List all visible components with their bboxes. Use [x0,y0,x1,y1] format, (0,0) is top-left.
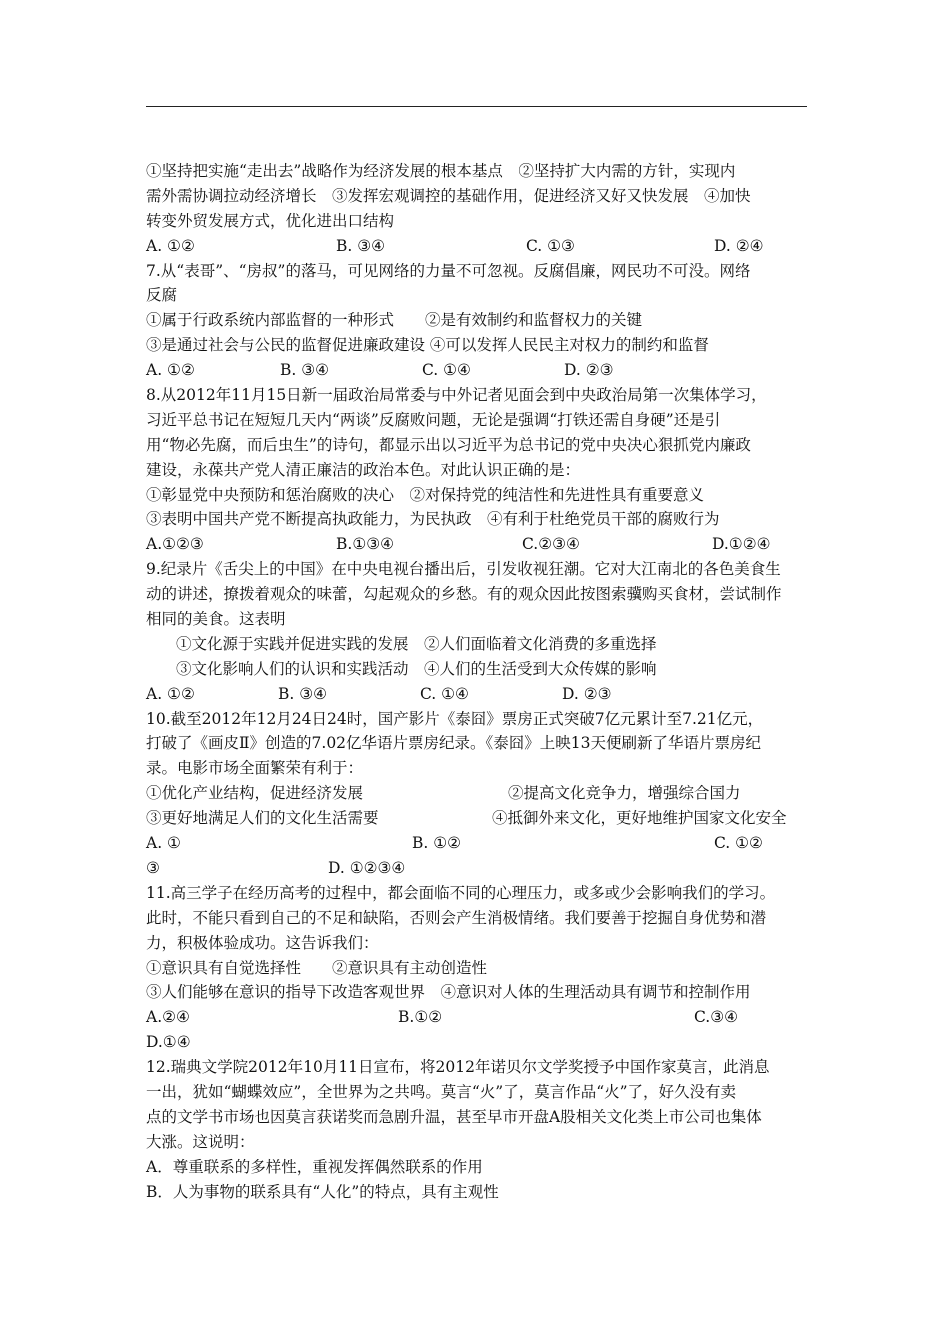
choice-3: ③更好地满足人们的文化生活需要 [146,809,379,828]
option-b: B.①③④ [336,535,395,554]
question-text-line: 打破了《画皮Ⅱ》创造的7.02亿华语片票房纪录。《泰囧》上映13天便刷新了华语片票房纪 [146,734,762,753]
answer-options [146,682,810,707]
option-b: B. ③④ [336,236,386,255]
question-text-line: 点的文学书市场也因莫言获诺奖而急剧升温，甚至早市开盘A股相关文化类上市公司也集体 [146,1107,762,1126]
option-c: C. ①④ [422,361,471,380]
question-text-line: 力，积极体验成功。这告诉我们： [146,933,379,952]
choice-statements: ①文化源于实践并促进实践的发展 ②人们面临着文化消费的多重选择 [176,634,657,653]
answer-options [146,234,810,259]
option-c: C. ①② [714,834,763,853]
question-text-line: 反腐 [146,286,178,305]
answer-options [146,1030,810,1055]
option-a: A. ①② [146,684,195,703]
question-text-line: 7.从“表哥”、“房叔”的落马，可见网络的力量不可忽视。反腐倡廉，网民功不可没。网络 [146,261,751,280]
choice-2: ②提高文化竞争力，增强综合国力 [508,784,741,803]
choice-statements: ③文化影响人们的认识和实践活动 ④人们的生活受到大众传媒的影响 [176,659,657,678]
choice-statements [146,806,810,831]
question-text-line: 大涨。这说明： [146,1132,255,1151]
exam-page-body [146,159,810,1204]
question-text-line: ①坚持把实施“走出去”战略作为经济发展的根本基点 ②坚持扩大内需的方针，实现内 [146,162,736,180]
option-a: A. ①② [146,361,195,380]
option-b: B．人为事物的联系具有“人化”的特点，具有主观性 [146,1182,499,1201]
option-d: D.①④ [146,1033,191,1052]
option-a: A．尊重联系的多样性，重视发挥偶然联系的作用 [146,1157,483,1176]
question-text-line: 动的讲述，撩拨着观众的味蕾，勾起观众的乡愁。有的观众因此按图索骥购买食材，尝试制作 [146,585,782,604]
question-text-line: ③人们能够在意识的指导下改造客观世界 ④意识对人体的生理活动具有调节和控制作用 [146,983,751,1002]
header-rule [146,106,807,107]
question-11 [146,881,810,1055]
choice-statements [146,781,810,806]
question-text-line: 建设，永葆共产党人清正廉洁的政治本色。对此认识正确的是： [146,460,581,479]
question-text-line: 10.截至2012年12月24日24时，国产影片《泰囧》票房正式突破7亿元累计至7.21亿元， [146,709,764,728]
choice-4: ④抵御外来文化，更好地维护国家文化安全 [492,809,787,828]
answer-options [146,831,810,856]
option-d: D. ②③ [562,684,612,703]
question-text-line: 用“物必先腐，而后虫生”的诗句，都显示出以习近平为总书记的党中央决心狠抓党内廉政 [146,435,751,454]
option-b: B. ③④ [280,361,330,380]
option-d: D.①②④ [712,535,771,554]
question-text-line: 需外需协调拉动经济增长 ③发挥宏观调控的基础作用，促进经济又好又快发展 ④加快 [146,186,751,205]
option-b: B. ①② [412,834,462,853]
question-8 [146,383,810,557]
option-d: D. ②④ [714,236,764,255]
option-a: A. ①② [146,236,195,255]
question-text-line: 此时，不能只看到自己的不足和缺陷，否则会产生消极情绪。我们要善于挖掘自身优势和潜 [146,908,767,927]
question-text-line: 12.瑞典文学院2012年10月11日宣布，将2012年诺贝尔文学奖授予中国作家莫言，此消息 [146,1058,770,1077]
option-d: D. ①②③④ [328,858,406,877]
option-a: A. ① [146,834,181,853]
question-text-line: 转变外贸发展方式，优化进出口结构 [146,211,395,230]
question-text-line: 11.高三学子在经历高考的过程中，都会面临不同的心理压力，或多或少会影响我们的学习。 [146,883,776,902]
option-c: C.②③④ [522,535,580,554]
option-b: B. ③④ [278,684,328,703]
option-c: C.③④ [694,1008,739,1027]
question-10 [146,707,810,881]
question-text-line: 相同的美食。这表明 [146,610,286,629]
question-text-line: 一出，犹如“蝴蝶效应”，全世界为之共鸣。莫言“火”了，莫言作品“火”了，好久没有卖 [146,1082,737,1101]
answer-options [146,1005,810,1030]
answer-options [146,856,810,881]
question-text-line: ③表明中国共产党不断提高执政能力，为民执政 ④有利于杜绝党员干部的腐败行为 [146,510,720,529]
option-c: C. ①③ [526,236,575,255]
option-c: C. ①④ [420,684,469,703]
question-text-line: 录。电影市场全面繁荣有利于： [146,759,364,778]
question-text-line: 9.纪录片《舌尖上的中国》在中央电视台播出后，引发收视狂潮。它对大江南北的各色美食生 [146,560,781,579]
option-b: B.①② [398,1008,443,1027]
question-6 [146,159,810,259]
question-9 [146,557,810,706]
option-c-continued: ③ [146,858,160,877]
answer-options [146,358,810,383]
answer-options [146,532,810,557]
choice-1: ①优化产业结构，促进经济发展 [146,784,364,803]
question-7 [146,259,810,383]
question-text-line: ③是通过社会与公民的监督促进廉政建设 ④可以发挥人民民主对权力的制约和监督 [146,336,709,355]
option-a: A.②④ [146,1008,190,1027]
option-a: A.①②③ [146,535,204,554]
question-text-line: ①彰显党中央预防和惩治腐败的决心 ②对保持党的纯洁性和先进性具有重要意义 [146,485,705,504]
question-text-line: ①属于行政系统内部监督的一种形式 ②是有效制约和监督权力的关键 [146,311,643,330]
question-12 [146,1055,810,1204]
question-text-line: 8.从2012年11月15日新一届政治局常委与中外记者见面会到中央政治局第一次集体学习， [146,386,767,405]
option-d: D. ②③ [564,361,614,380]
question-text-line: 习近平总书记在短短几天内“两谈”反腐败问题，无论是强调“打铁还需自身硬”还是引 [146,410,721,429]
question-text-line: ①意识具有自觉选择性 ②意识具有主动创造性 [146,958,488,977]
